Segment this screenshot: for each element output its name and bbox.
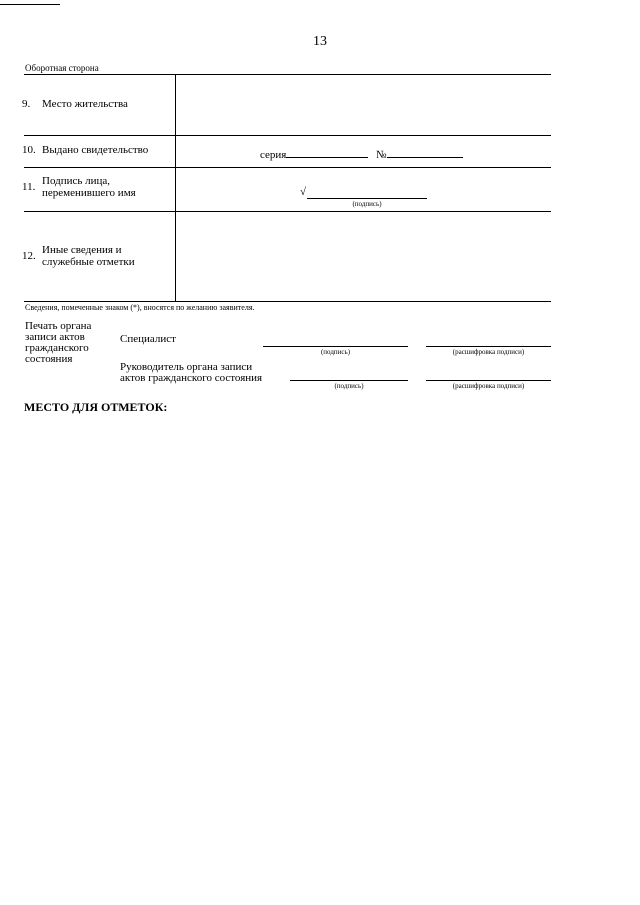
name-change-signature-line[interactable] [307, 198, 427, 199]
marks-section-title: МЕСТО ДЛЯ ОТМЕТОК: [24, 400, 168, 414]
head-label-line1: Руководитель органа записи [120, 361, 253, 373]
specialist-signature-line[interactable] [263, 346, 408, 347]
specialist-decryption-caption: (расшифровка подписи) [452, 348, 525, 356]
row-text: Место жительства [42, 98, 128, 111]
head-signature-caption: (подпись) [334, 382, 364, 390]
reverse-side-label: Оборотная сторона [25, 63, 99, 73]
row-number: 11. [22, 181, 36, 193]
certificate-series-field[interactable] [260, 148, 368, 161]
check-mark-icon: √ [300, 186, 307, 198]
specialist-label: Специалист [120, 333, 176, 345]
row-text-line2: служебные отметки [42, 256, 135, 268]
row-divider-10 [24, 167, 551, 168]
row-10-label [22, 144, 148, 156]
stamp-line: гражданского [25, 342, 89, 354]
stamp-line: записи актов [25, 331, 85, 343]
head-decryption-caption: (расшифровка подписи) [452, 382, 525, 390]
head-decryption-line[interactable] [426, 380, 551, 381]
row-11-label [22, 175, 136, 199]
row-text-line1: Подпись лица, [42, 175, 111, 187]
page-number: 13 [313, 34, 327, 49]
row-divider-11 [24, 211, 551, 212]
number-blank[interactable] [387, 148, 463, 158]
head-of-office-label [120, 362, 262, 384]
stamp-line: Печать органа [25, 320, 92, 332]
row-text: Выдано свидетельство [42, 144, 149, 157]
specialist-decryption-line[interactable] [426, 346, 551, 347]
stamp-line: состояния [25, 353, 73, 365]
row-text-line1: Иные сведения и [42, 244, 122, 256]
signature-caption: (подпись) [352, 200, 382, 208]
certificate-number-field[interactable] [376, 148, 463, 161]
head-label-line2: актов гражданского состояния [120, 372, 263, 384]
table-column-divider [175, 74, 176, 301]
table-bottom-border [24, 301, 551, 302]
row-12-label [22, 244, 135, 268]
series-label: серия [260, 149, 287, 161]
row-number: 10. [22, 144, 36, 157]
specialist-signature-caption: (подпись) [320, 348, 351, 356]
row-number: 12. [22, 250, 36, 262]
row-divider-9 [24, 135, 551, 136]
number-label: № [376, 149, 387, 161]
corner-mark [0, 4, 60, 5]
row-9-label [22, 98, 128, 110]
series-blank[interactable] [286, 148, 368, 158]
footer-note: Сведения, помеченные знаком (*), вносятся по желанию заявителя. [25, 303, 255, 312]
row-text-line2: переменившего имя [42, 187, 136, 199]
head-signature-line[interactable] [290, 380, 408, 381]
registry-office-stamp-label [25, 321, 91, 365]
row-number: 9. [22, 98, 31, 111]
table-top-border [24, 74, 551, 75]
